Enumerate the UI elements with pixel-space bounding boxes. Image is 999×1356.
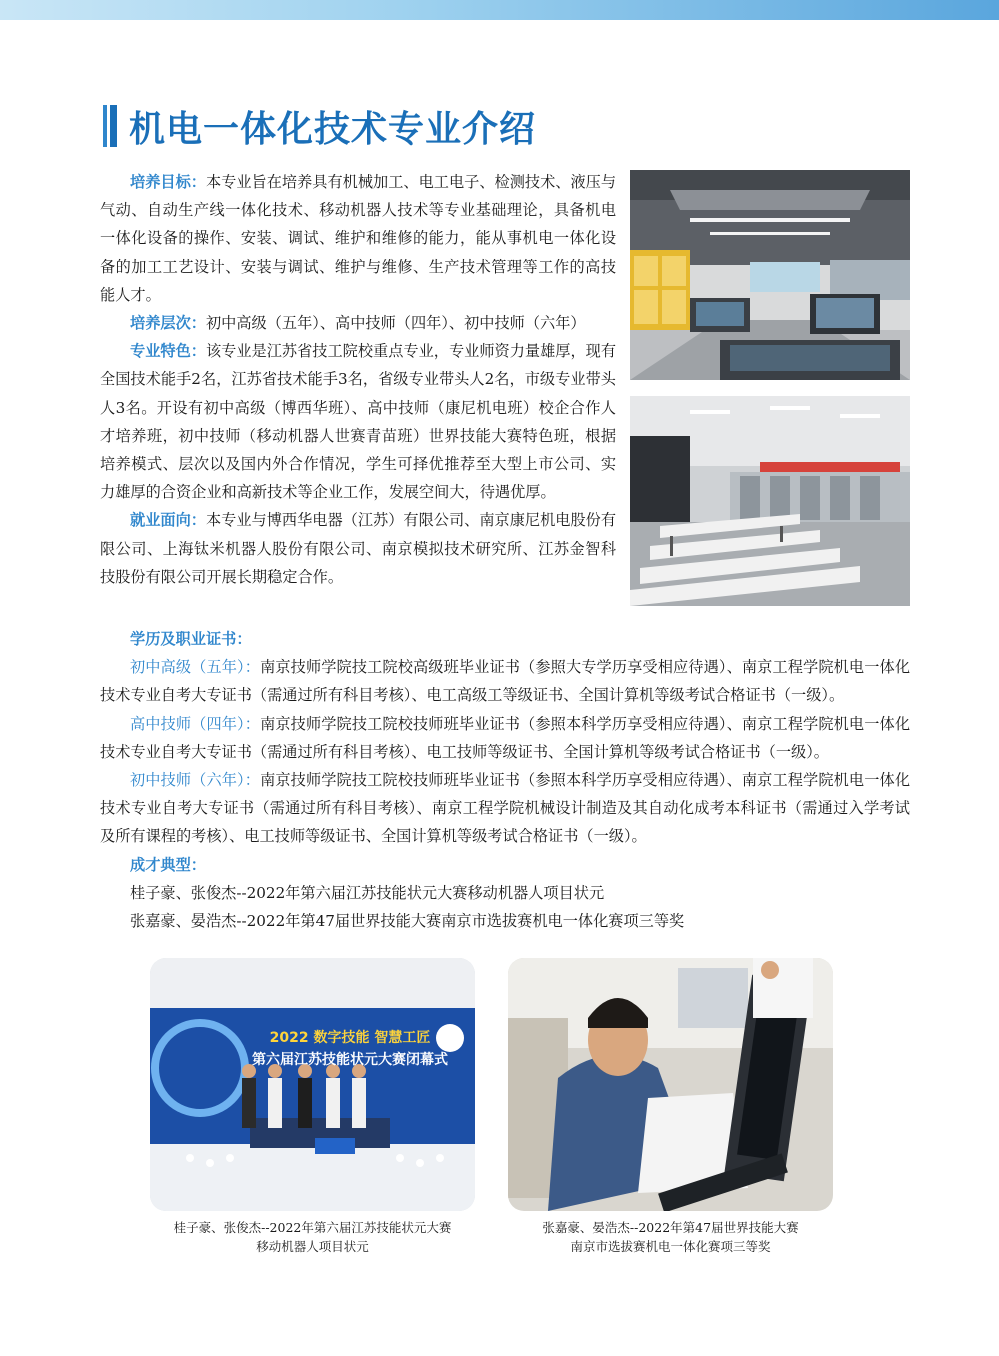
- competition-caption-line2: 南京市选拔赛机电一体化赛项三等奖: [570, 1239, 771, 1254]
- award-caption-line2: 移动机器人项目状元: [256, 1239, 369, 1254]
- talent-item: 桂子豪、张俊杰--2022年第六届江苏技能状元大赛移动机器人项目状元: [130, 883, 605, 902]
- goal-text: 本专业旨在培养具有机械加工、电工电子、检测技术、液压与气动、自动生产线一体化技术、移动机器人技术等专业基础理论，具备机电一体化设备的操作、安装、调试、维护和维修的能力，能从事机电一体化设备的加工工艺设计、安装与调试、维护与维修、生产技术管理等工作的高技能人才。: [100, 173, 616, 304]
- certificate-item: 初中高级（五年）：南京技师学院技工院校高级班毕业证书（参照大专学历享受相应待遇）、南京工程学院机电一体化技术专业自考大专证书（需通过所有科目考核）、电工高级工等级证书、全国计算机等级考试合格证书（一级）。: [100, 658, 911, 705]
- certificates-section: [100, 625, 910, 935]
- level-text: 初中高级（五年）、高中技师（四年）、初中技师（六年）: [205, 314, 586, 333]
- feature-label: 专业特色：: [130, 342, 206, 361]
- header-gradient-bar: [0, 0, 999, 20]
- award-photo-caption: [140, 1218, 485, 1256]
- competition-caption-line1: 张嘉豪、晏浩杰--2022年第47届世界技能大赛: [542, 1220, 799, 1235]
- feature-text: 该专业是江苏省技工院校重点专业，专业师资力量雄厚，现有全国技术能手2名，江苏省技术能手3名，省级专业带头人2名，市级专业带头人3名。开设有初中高级（博西华班）、高中技师（康尼机电班）校企合作人才培养班，初中技师（移动机器人世赛青苗班）世界技能大赛特色班，根据培养模式、层次以及国内外合作情况，学生可择优推荐至大型上市公司、实力雄厚的合资企业和高新技术等企业工作，发展空间大，待遇优厚。: [100, 342, 616, 502]
- award-caption-line1: 桂子豪、张俊杰--2022年第六届江苏技能状元大赛: [173, 1220, 452, 1235]
- talents-heading: 成才典型：: [130, 855, 206, 874]
- employment-label: 就业面向：: [130, 511, 206, 530]
- certificate-item: 高中技师（四年）：南京技师学院技工院校技师班毕业证书（参照本科学历享受相应待遇）、南京工程学院机电一体化技术专业自考大专证书（需通过所有科目考核）、电工技师等级证书、全国计算机等级考试合格证书（一级）。: [100, 714, 911, 761]
- competition-photo-caption: [498, 1218, 843, 1256]
- goal-paragraph: [100, 168, 616, 309]
- employment-paragraph: [100, 506, 616, 591]
- award-ceremony-photo: [150, 958, 475, 1211]
- award-banner-line1: 2022 数字技能 智慧工匠: [269, 1030, 431, 1046]
- competition-photo: [508, 958, 833, 1211]
- level-paragraph: [100, 309, 616, 337]
- award-banner-line2: 第六届江苏技能状元大赛闭幕式: [252, 1052, 448, 1068]
- title-block: [103, 96, 536, 156]
- certificate-item: 初中技师（六年）：南京技师学院技工院校技师班毕业证书（参照本科学历享受相应待遇）、南京工程学院机电一体化技术专业自考大专证书（需通过所有科目考核）、南京工程学院机械设计制造及其自动化成考本科证书（需通过入学考试及所有课程的考核）、电工技师等级证书、全国计算机等级考试合格证书（一级）。: [100, 771, 911, 846]
- title-marker-icon: [103, 105, 117, 147]
- lab-photo-workshop: [630, 170, 910, 380]
- talent-item: 张嘉豪、晏浩杰--2022年第47届世界技能大赛南京市选拔赛机电一体化赛项三等奖: [130, 912, 685, 931]
- intro-column: [100, 168, 616, 591]
- employment-text: 本专业与博西华电器（江苏）有限公司、南京康尼机电股份有限公司、上海钛米机器人股份有限公司、南京模拟技术研究所、江苏金智科技股份有限公司开展长期稳定合作。: [100, 511, 616, 586]
- feature-paragraph: [100, 337, 616, 506]
- goal-label: 培养目标：: [130, 173, 206, 191]
- page-title: 机电一体化技术专业介绍: [129, 108, 537, 150]
- level-label: 培养层次：: [130, 314, 206, 333]
- lab-photo-classroom: [630, 396, 910, 606]
- certificates-heading: 学历及职业证书：: [130, 630, 252, 648]
